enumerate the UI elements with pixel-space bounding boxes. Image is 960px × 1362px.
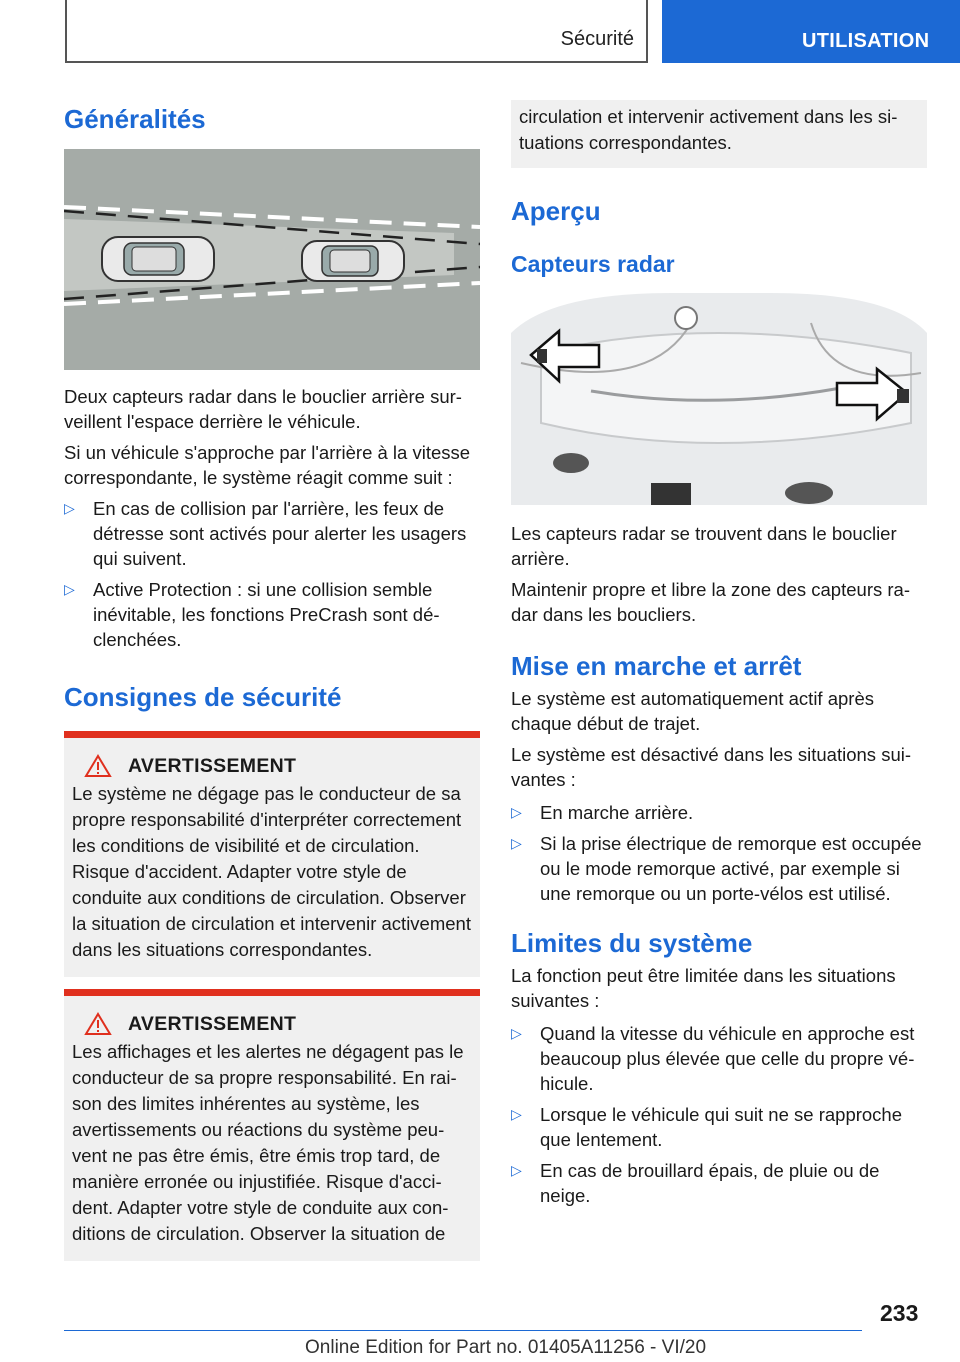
list-item: ▷ En marche arrière. bbox=[511, 801, 694, 823]
paragraph-radar-location: Les capteurs radar se trouvent dans le bouclier arrière. bbox=[511, 522, 897, 569]
warning-triangle-icon bbox=[84, 1012, 112, 1036]
list-item: ▷ En cas de brouillard épais, de pluie ou de neige. bbox=[511, 1160, 880, 1207]
triangle-bullet-icon: ▷ bbox=[511, 1025, 522, 1042]
paragraph-radar-clean: Maintenir propre et libre la zone des capteurs radar dans les boucliers. bbox=[511, 578, 910, 625]
heading-generalites: Généralités bbox=[64, 104, 206, 134]
header-section-title: Sécurité bbox=[560, 28, 634, 50]
heading-limites: Limites du système bbox=[511, 927, 753, 958]
lane-diagram-figure bbox=[64, 149, 480, 370]
car-icon bbox=[302, 241, 404, 281]
right-column bbox=[511, 100, 927, 1208]
limits-list bbox=[511, 1021, 927, 1208]
radar-sensor-figure bbox=[511, 293, 927, 505]
warning-text: Les affichages et les alertes ne dégagent pas le conducteur de sa propre responsabilité. En raison des limites inhérentes au système, les avertissements ou réactions du système peuvent ne pas être émis, être émis trop tard, de manière erronée ou injustifiée. Risque d'accident. Adapter votre style de conduite aux conditions de circulation. Observer la situation de bbox=[72, 1041, 464, 1245]
list-item: ▷ Quand la vitesse du véhicule en approche est beaucoup plus élevée que celle du propre véhicule. bbox=[511, 1023, 915, 1095]
triangle-bullet-icon: ▷ bbox=[64, 500, 75, 517]
left-column bbox=[64, 100, 480, 1261]
heading-consignes: Consignes de sécurité bbox=[64, 682, 342, 713]
list-item: ▷ Si la prise électrique de remorque est occupée ou le mode remorque activé, par exemple si une remorque ou un porte-vélos est utilisé. bbox=[511, 832, 922, 904]
paragraph-approach: Si un véhicule s'approche par l'arrière à la vitesse correspondante, le système réagit comme suit : bbox=[64, 442, 471, 489]
reaction-list bbox=[64, 496, 480, 652]
paragraph-limited: La fonction peut être limitée dans les situations suivantes : bbox=[511, 965, 896, 1012]
header-chapter-tab: UTILISATION bbox=[662, 0, 960, 63]
list-item: ▷ Active Protection : si une collision semble inévitable, les fonctions PreCrash sont déclenchées. bbox=[64, 579, 440, 651]
triangle-bullet-icon: ▷ bbox=[511, 834, 522, 851]
page-number: 233 bbox=[880, 1300, 919, 1326]
warning-header: AVERTISSEMENT bbox=[84, 754, 472, 778]
warning-header: AVERTISSEMENT bbox=[84, 1012, 472, 1036]
footer-divider bbox=[64, 1330, 862, 1331]
paragraph-auto-active: Le système est automatiquement actif après chaque début de trajet. bbox=[511, 687, 874, 734]
rear-bumper-image bbox=[511, 293, 927, 505]
paragraph-sensors: Deux capteurs radar dans le bouclier arrière surveillent l'espace derrière le véhicule. bbox=[64, 386, 462, 433]
heading-capteurs-radar: Capteurs radar bbox=[511, 251, 675, 278]
triangle-bullet-icon: ▷ bbox=[511, 1106, 522, 1123]
triangle-bullet-icon: ▷ bbox=[511, 803, 522, 820]
warning-box bbox=[64, 989, 480, 1261]
header-section-box bbox=[65, 0, 648, 63]
list-item: ▷ En cas de collision par l'arrière, les feux de détresse sont activés pour alerter les usagers qui suivent. bbox=[64, 498, 467, 570]
car-icon bbox=[102, 237, 214, 281]
warning-box-continued bbox=[511, 100, 927, 168]
warning-text: circulation et intervenir activement dans les situations correspondantes. bbox=[519, 106, 898, 153]
lane-diagram-image bbox=[64, 149, 480, 370]
list-item: ▷ Lorsque le véhicule qui suit ne se rapproche que lentement. bbox=[511, 1104, 903, 1151]
heading-apercu: Aperçu bbox=[511, 196, 601, 226]
triangle-bullet-icon: ▷ bbox=[511, 1162, 522, 1179]
warning-text: Le système ne dégage pas le conducteur de sa propre responsabilité d'interpréter correctement les conditions de visibilité et de circulation. Risque d'accident. Adapter votre style de conduite aux conditions de circulation. Observer la situation de circulation et intervenir activement dans les situations correspondantes. bbox=[72, 783, 471, 961]
warning-triangle-icon bbox=[84, 754, 112, 778]
triangle-bullet-icon: ▷ bbox=[64, 581, 75, 598]
heading-mise-en-marche: Mise en marche et arrêt bbox=[511, 650, 802, 681]
deactivation-list bbox=[511, 800, 927, 906]
footer-edition: Online Edition for Part no. 01405A11256 - VI/20 bbox=[305, 1337, 707, 1358]
paragraph-deactivated: Le système est désactivé dans les situations suivantes : bbox=[511, 743, 912, 790]
warning-box bbox=[64, 731, 480, 977]
